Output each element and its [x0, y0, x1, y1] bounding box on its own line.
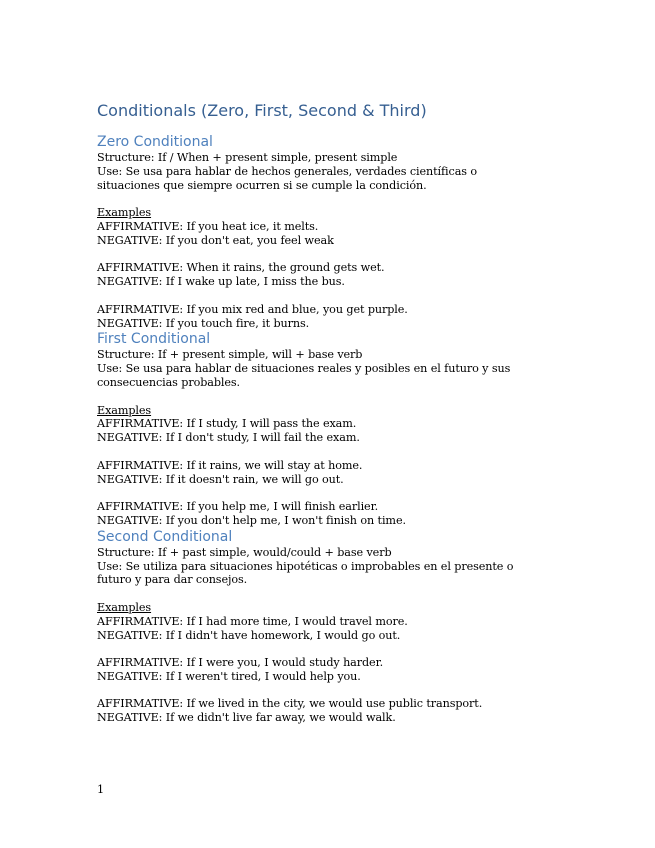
page-title: Conditionals (Zero, First, Second & Third) — [97, 101, 427, 120]
use-line: Use: Se usa para hablar de hechos generales, verdades científicas o — [97, 164, 478, 178]
negative-example: NEGATIVE: If I didn't have homework, I would go out. — [97, 628, 401, 642]
structure-line: Structure: If / When + present simple, present simple — [97, 151, 398, 164]
negative-example: NEGATIVE: If I wake up late, I miss the bus. — [97, 275, 345, 289]
affirmative-example: AFFIRMATIVE: If you heat ice, it melts. — [97, 219, 319, 233]
affirmative-example: AFFIRMATIVE: If you mix red and blue, you get purple. — [97, 302, 408, 316]
affirmative-example: AFFIRMATIVE: If we lived in the city, we would use public transport. — [97, 697, 483, 711]
negative-example: NEGATIVE: If it doesn't rain, we will go out. — [97, 472, 344, 486]
structure-line: Structure: If + past simple, would/could + base verb — [97, 545, 392, 559]
use-line: Use: Se utiliza para situaciones hipotéticas o improbables en el presente o — [97, 559, 514, 573]
section-heading: First Conditional — [97, 331, 211, 348]
affirmative-example: AFFIRMATIVE: If I study, I will pass the exam. — [97, 417, 357, 431]
negative-example: NEGATIVE: If you don't help me, I won't finish on time. — [97, 513, 406, 527]
negative-example: NEGATIVE: If we didn't live far away, we would walk. — [97, 711, 396, 725]
structure-line: Structure: If + present simple, will + base verb — [97, 348, 363, 362]
section-heading: Second Conditional — [97, 528, 233, 545]
negative-example: NEGATIVE: If I weren't tired, I would help you. — [97, 669, 361, 683]
affirmative-example: AFFIRMATIVE: If you help me, I will finish earlier. — [97, 500, 379, 514]
use-line: situaciones que siempre ocurren si se cumple la condición. — [97, 178, 427, 192]
negative-example: NEGATIVE: If you touch fire, it burns. — [97, 316, 310, 330]
page-content — [97, 101, 567, 725]
examples-label: Examples — [97, 403, 152, 417]
section-second-conditional — [97, 529, 567, 725]
affirmative-example: AFFIRMATIVE: If I were you, I would study harder. — [97, 656, 384, 670]
section-heading: Zero Conditional — [97, 134, 213, 150]
affirmative-example: AFFIRMATIVE: If I had more time, I would travel more. — [97, 614, 408, 628]
negative-example: NEGATIVE: If you don't eat, you feel weak — [97, 233, 334, 247]
affirmative-example: AFFIRMATIVE: When it rains, the ground gets wet. — [97, 261, 385, 275]
examples-label: Examples — [97, 600, 152, 614]
negative-example: NEGATIVE: If I don't study, I will fail the exam. — [97, 431, 360, 445]
use-line: futuro y para dar consejos. — [97, 573, 248, 587]
section-first-conditional — [97, 331, 567, 527]
examples-label: Examples — [97, 206, 152, 220]
section-zero-conditional — [97, 134, 567, 330]
use-line: consecuencias probables. — [97, 375, 241, 389]
affirmative-example: AFFIRMATIVE: If it rains, we will stay at home. — [97, 458, 363, 472]
use-line: Use: Se usa para hablar de situaciones reales y posibles en el futuro y sus — [97, 362, 511, 376]
page-number: 1 — [97, 783, 105, 796]
